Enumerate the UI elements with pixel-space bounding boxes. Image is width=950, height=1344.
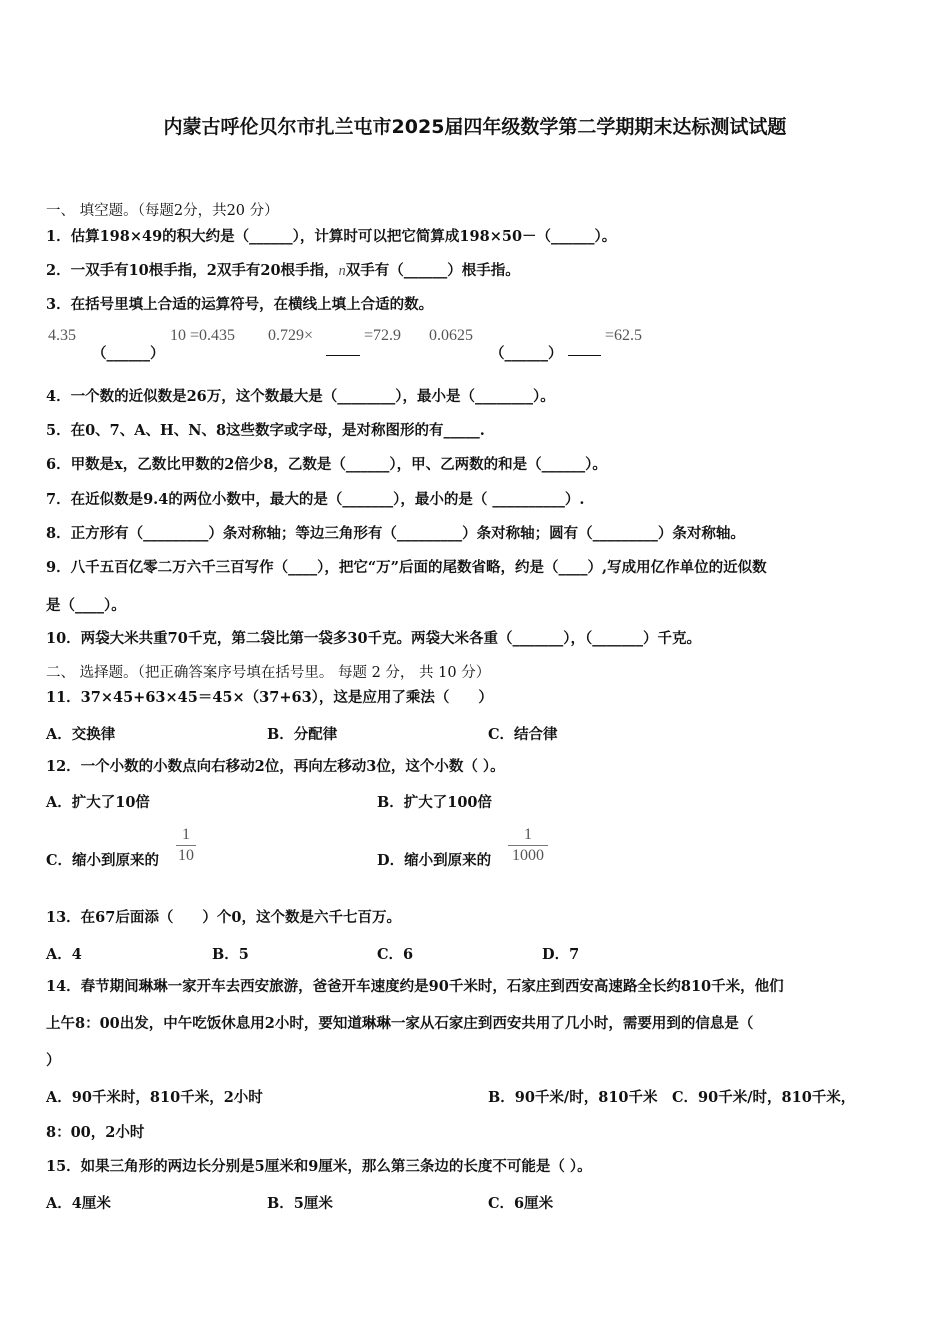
question-2-text-b: 双手有（______）根手指。 [345,262,520,279]
section-heading-choice: 二、 选择题。（把正确答案序号填在括号里。 每题 2 分， 共 10 分） [46,665,491,681]
question-2-text-a: 2．一双手有10根手指，2双手有20根手指， [46,262,339,279]
q15-option-c: C．6厘米 [488,1195,554,1212]
question-11: 11．37×45+63×45＝45×（37+63），这是应用了乘法（ ） [46,689,493,706]
question-5: 5．在0、7、A、H、N、8这些数字或字母，是对称图形的有_____. [46,422,485,439]
q3-blank-1: （______） [92,345,165,362]
q12-option-b: B．扩大了100倍 [377,794,493,811]
q3-underline-2 [568,355,601,356]
q13-option-b: B．5 [212,946,249,963]
q15-option-a: A．4厘米 [46,1195,111,1212]
q13-option-d: D．7 [542,946,580,963]
page-title: 内蒙古呼伦贝尔市扎兰屯市2025届四年级数学第二学期期末达标测试试题 [163,116,787,138]
fraction-bar [176,845,196,846]
question-9-continued: 是（____）。 [46,597,126,614]
question-14-line-2: 上午8：00出发，中午吃饭休息用2小时，要知道琳琳一家从石家庄到西安共用了几小时，需要用到的信息是（ [46,1015,754,1032]
q14-options-b-c: B．90千米/时，810千米 C．90千米/时，810千米， [488,1089,856,1106]
q3-math-3: 0.729× [268,327,314,344]
q12-option-c: C．缩小到原来的 [46,852,160,869]
q12-option-d: D．缩小到原来的 [377,852,492,869]
fraction-denominator: 1000 [512,847,544,864]
question-1: 1．估算198×49的积大约是（______），计算时可以把它简算成198×50－（______）。 [46,228,617,245]
question-2 [46,261,520,281]
fraction-denominator: 10 [178,847,194,864]
fraction-numerator: 1 [524,826,532,843]
question-14: 14．春节期间琳琳一家开车去西安旅游，爸爸开车速度约是90千米时，石家庄到西安高速路全长约810千米，他们 [46,978,784,995]
question-7: 7．在近似数是9.4的两位小数中，最大的是（_______），最小的是（ __________）. [46,491,585,508]
q12-option-c-fraction [176,826,196,865]
q3-math-1: 4.35 [48,327,76,344]
fraction-numerator: 1 [182,826,190,843]
q3-math-5: 0.0625 [429,327,473,344]
q11-option-c: C．结合律 [488,726,558,743]
q3-underline-1 [326,355,360,356]
question-15: 15．如果三角形的两边长分别是5厘米和9厘米，那么第三条边的长度不可能是（ ）。 [46,1158,592,1175]
q14-option-a: A．90千米时，810千米，2小时 [46,1089,263,1106]
section-heading-fill-in: 一、 填空题。（每题2分，共20 分） [46,203,279,219]
q15-option-b: B．5厘米 [267,1195,333,1212]
q11-option-a: A．交换律 [46,726,116,743]
question-4: 4．一个数的近似数是26万，这个数最大是（________），最小是（________）。 [46,388,555,405]
q14-option-c-continued: 8：00，2小时 [46,1124,145,1141]
q12-option-a: A．扩大了10倍 [46,794,150,811]
q11-option-b: B．分配律 [267,726,338,743]
q13-option-a: A．4 [46,946,82,963]
question-8: 8．正方形有（_________）条对称轴；等边三角形有（_________）条对称轴；圆有（_________）条对称轴。 [46,525,745,542]
question-14-line-3: ） [46,1052,61,1069]
q3-math-4: =72.9 [364,327,402,344]
q3-blank-2: （______） [490,345,563,362]
q12-option-d-fraction [508,826,548,865]
question-13: 13．在67后面添（ ）个0，这个数是六千七百万。 [46,909,401,926]
question-10: 10．两袋大米共重70千克，第二袋比第一袋多30千克。两袋大米各重（_______），（_______）千克。 [46,630,702,647]
q13-option-c: C．6 [377,946,414,963]
fraction-bar [508,845,548,846]
question-2-variable: n [338,263,346,279]
q3-math-2: 10 =0.435 [170,327,236,344]
question-3: 3．在括号里填上合适的运算符号，在横线上填上合适的数。 [46,296,434,313]
q3-math-6: =62.5 [605,327,643,344]
question-12: 12．一个小数的小数点向右移动2位，再向左移动3位，这个小数（ ）。 [46,758,505,775]
question-6: 6．甲数是x，乙数比甲数的2倍少8，乙数是（______），甲、乙两数的和是（______）。 [46,456,607,473]
question-9: 9．八千五百亿零二万六千三百写作（____），把它“万”后面的尾数省略，约是（____）,写成用亿作单位的近似数 [46,559,767,576]
